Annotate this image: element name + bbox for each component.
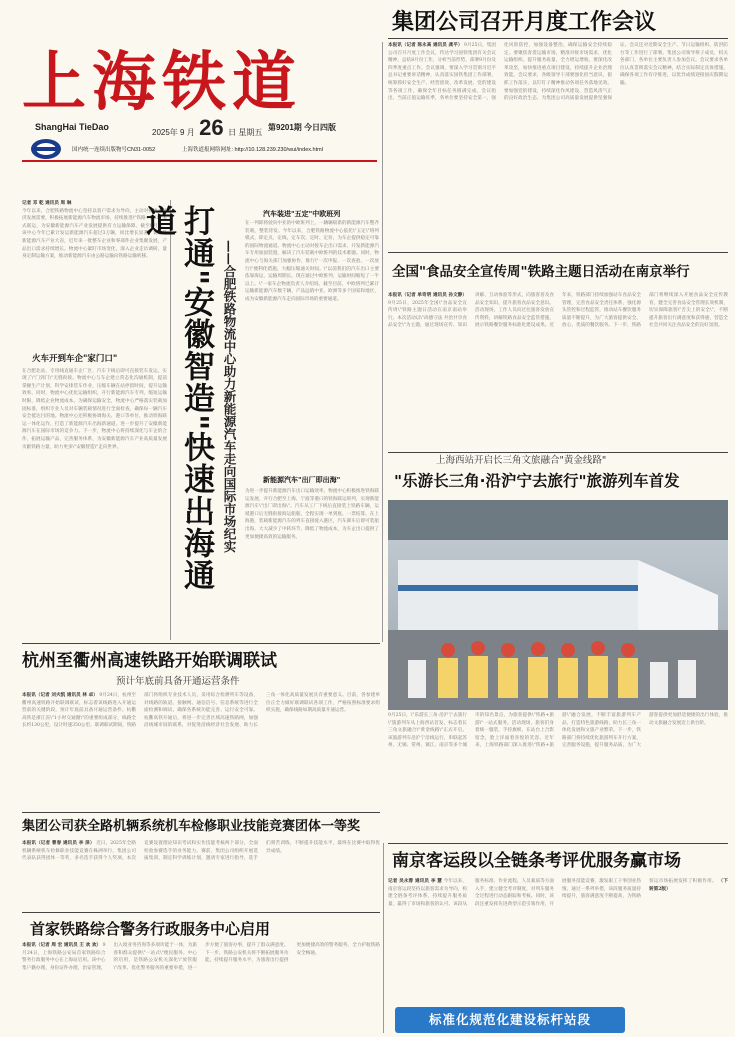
issue-date <box>152 115 262 141</box>
nanjing-banner <box>395 1007 625 1033</box>
nanjing-body: 记者 吴永蓉 通讯员 李 慧 今年以来，南京客运段坚持以旅客需求为导向，构建全链条考评体系，持续提升服务质量，赢得了市场和旅客的认可。该段从服务标准、作业流程、人员素质等方面入手，建立健全考评制度，对列车服务全过程进行动态跟踪和考核。同时，该段注重发挥先进典型示范引领作用，开展服务技能竞赛，激发职工干事创业热情。通过一系列举措，该段服务质量持续提升，旅客满意度不断提高，为铁路客运市场拓展发挥了积极作用。 （下转第2版） <box>388 879 728 907</box>
hangqu-byline: 本报讯（记者 刘夫凯 通讯员 林 卓） <box>22 693 98 698</box>
date-prefix: 2025年 9 月 <box>152 128 195 137</box>
masthead-title: 上海铁道 <box>22 45 302 120</box>
left-column-body-2: 在合肥北站，专用线直通车企厂区，汽车下线后即可直接装车发运，实现了\"门到门\"无缝衔接。物流中心与车企建立常态化沟通机制，提前掌握生产计划，科学安排装车作业，压缩车辆在站停留时间，提升运输效率。同时，物流中心优化运输组织，开行新能源汽车专列，缩短运输时限，降低企业物流成本。为确保运输安全，物流中心严格落实装载加固标准，组织专业人员对车辆装载情况进行全面检查，确保每一辆汽车安全抵达目的地。物流中心还积极协调海关、港口等单位，推动铁海联运一体化运作，打造了新能源汽车出海新通道，进一步提升了安徽新能源汽车在国际市场的竞争力。下一步，物流中心将持续深化与车企的合作，拓展运输产品，完善服务体系，为安徽新能源汽车产业高质量发展贡献铁路力量，助力更多\"安徽智造\"走向世界。 <box>22 368 167 450</box>
tour-rule <box>388 452 728 453</box>
nanjing-continued: （下转第2版） <box>649 879 728 892</box>
security-title: 首家铁路综合警务行政服务中心启用 <box>30 920 271 938</box>
column-divider <box>383 843 384 1033</box>
loco-rule <box>22 812 380 813</box>
left-column-body-1: 今年以来，合肥铁路物流中心坚持以客户需求为导向，主动对接地方经济发展需要，积极拓展新能源汽车物流市场，持续推进\"铁路+港口\"多式联运，为安徽新能源汽车产业发展提供有力运输保障。截至8月底，该中心今年已累计发运新能源汽车超过3万辆，同比增长显著。安徽是新能源汽车产业大省，近年来一批整车企业和零部件企业集聚发展，产品出口需求持续增长。物流中心紧盯市场变化，深入企业走访调研，量身定制运输方案，推动新能源汽车由公路运输向铁路运输转移。 <box>22 208 167 260</box>
railway-logo-icon <box>30 138 62 160</box>
security-body: 本报讯（记者 周 宏 通讯员 王 欢 欢） 9月24日，上海铁路公安局首家铁路综合警务行政服务中心在上海站启用。该中心集户籍办理、身份证件办理、治安管理、出入境业务咨询等多项功能于一体，为旅客和群众提供\"一站式\"便民服务。中心的启用，是铁路公安机关深化\"放管服\"改革、优化警务服务的重要举措，进一步方便了旅客办事，提升了群众满意度。下一步，铁路公安机关将不断拓展服务功能，持续提升服务水平，为旅客出行提供更加便捷高效的警务服务，全力护航铁路安全畅通。 <box>22 943 380 971</box>
date-suffix: 日 星期五 <box>228 128 263 137</box>
hangqu-rule <box>22 643 380 644</box>
masthead-rule <box>22 160 377 162</box>
feature-body <box>245 208 379 638</box>
loco-byline: 本报讯（记者 曹春 通讯员 李 泽） <box>22 841 95 846</box>
tour-photo <box>388 500 728 710</box>
hangqu-subtitle: 预计年底前具备开通运营条件 <box>116 676 240 687</box>
top-story-title: 集团公司召开月度工作会议 <box>392 10 657 35</box>
nanjing-title: 南京客运段以全链条考评优服务赢市场 <box>392 851 681 871</box>
food-body: 本报讯（记者 单奇明 通讯员 孙文静） 9月25日，2025年全国\"食品安全宣传周\"铁路主题日活动在南京南站举行。本次活动以\"尚德守法 共治共享食品安全\"为主题，通过现场宣传、知识讲解、互动体验等形式，向旅客普及食品安全知识，提升旅客食品安全意识。活动现场，工作人员向过往旅客发放宣传资料，讲解铁路食品安全监管措施，展示铁路餐饮服务标准化建设成果。近年来，铁路部门持续加强站车食品安全管理，完善食品安全责任体系，强化源头管控和过程监管，推动站车餐饮服务质量不断提升，为广大旅客提供安全、放心、优质的餐饮服务。下一步，铁路部门将继续深入开展食品安全宣传教育，健全完善食品安全管理长效机制，切实保障旅客\"舌尖上的安全\"，不断提升旅客出行满意度和获得感，营造全社会共同关注食品安全的良好氛围。 <box>388 293 728 329</box>
top-story-rule <box>388 38 728 39</box>
nanjing-banner-label: 标准化规范化建设标杆站段 <box>428 1012 591 1027</box>
column-divider <box>382 42 383 642</box>
column-divider <box>170 200 171 640</box>
hangqu-body: 本报讯（记者 刘夫凯 通讯员 林 卓） 9月24日，杭州至衢州高速铁路开始联调联试，标志着该线路进入开通运营前的关键阶段，预计年底前具备开通运营条件。杭衢高铁是浙江省\"1小时交通圈\"的重要组成部分，线路全长约130公里，设计时速350公里。联调联试期间，铁路部门将组织专业技术人员，采用综合检测列车等设备，对线路的轨道、接触网、通信信号、信息系统等进行全面检测和调试，确保各系统功能完善、运行安全可靠。杭衢高铁开通后，将进一步完善区域高速铁路网，加强沿线城市间的联系，对促进沿线经济社会发展、助力长三角一体化高质量发展具有重要意义。目前，各参建单位正全力做好联调联试各项工作，严格按照标准要求组织实施，确保线路如期高质量开通运营。 <box>22 693 380 729</box>
food-title: 全国"食品安全宣传周"铁路主题日活动在南京举行 <box>392 264 690 280</box>
masthead <box>0 0 380 178</box>
food-rule <box>388 252 728 253</box>
feature-subhead-1: 汽车装进"五定"中欧班列 <box>263 210 341 218</box>
nanjing-byline: 记者 吴永蓉 通讯员 李 慧 <box>388 879 442 884</box>
publication-code: 国内统一连续出版物号CN31-0052 <box>72 147 156 153</box>
left-column-byline: 记者 邓 乾 通讯员 周 琳 <box>22 201 72 206</box>
tour-kicker: 上海西站开启长三角文旅融合"黄金线路" <box>436 455 607 466</box>
feature-subhead-2: 新能源汽车"出厂即出海" <box>263 476 341 484</box>
feature-side-title: ——合肥铁路物流中心助力新能源汽车走向国际市场纪实 <box>222 240 237 553</box>
feature-body-1: 在一列即将驶向中亚的中欧班列上，一辆辆崭新的新能源汽车整齐装载，整装待发。今年以来，合肥铁路物流中心依托\"五定\"班列模式，即定点、定线、定车次、定时、定价，为车企提供稳定可靠的国际物流通道。物流中心主动对接车企出口需求，开发新能源汽车专用加固装置，解决了汽车装载中欧班列的技术难题。同时，物流中心与海关部门加强协作，推行\"一次申报、一次查验、一次放行\"便利化措施，大幅压缩通关时间。\"以前我们的汽车出口主要依靠海运，运输周期长。现在通过中欧班列，运输时间缩短了一半以上。\"一家车企物流负责人介绍说。截至目前，中欧班列已累计运输新能源汽车数千辆，产品远销中亚、欧洲等多个国家和地区，成为安徽新能源汽车走向国际市场的重要通道。 <box>245 221 379 302</box>
tour-body: 9月25日，\"乐游长三角·沿沪宁去旅行\"旅游列车从上海西站首发，标志着长三角文旅融合\"黄金线路\"正式开启。该旅游列车沿沪宁沿线运行，串联起苏州、无锡、常州、镇江、南京等多个城市的知名景点，为旅客提供\"铁路+旅游\"一站式服务。活动现场，旅客们身着统一服装，手持旗帜，在站台上合影留念，脸上洋溢着喜悦的笑容。近年来，上海铁路部门深入推进\"铁路+旅游\"融合发展，不断丰富旅游列车产品，打造特色旅游线路，助力长三角一体化发展和文旅产业繁荣。下一步，铁路部门将持续优化旅游列车开行方案，完善服务设施，提升服务品质，为广大游客提供更加舒适便捷的出行体验，推动文旅融合发展迈上新台阶。 <box>388 713 728 749</box>
feature-body-2: 为进一步提升新能源汽车出口运输效率，物流中心积极推进铁海联运发展，开行合肥至上海、宁波等港口的铁海联运班列，实现新能源汽车\"出厂即出海\"。汽车从工厂下线后直接装上铁路车辆，运抵港口后无缝衔接海运船舶，全程实现一单到底、一票结算。在上海港，装载新能源汽车的列车直接驶入港区，汽车卸车后即可装船出海，大大减少了中转环节，降低了物流成本，为车企出口提供了更加便捷高效的运输服务。 <box>245 489 379 540</box>
top-story-byline: 本报讯（记者 陈永高 通讯员 龚平） <box>388 43 463 48</box>
website-address: 上海铁道报网络网址: http://10.128.239.230/wui/index.html <box>182 147 323 153</box>
food-byline: 本报讯（记者 单奇明 通讯员 孙文静） <box>388 293 467 298</box>
masthead-pinyin: ShangHai TieDao <box>35 122 109 132</box>
top-story-body: 本报讯（记者 陈永高 通讯员 龚平） 9月25日，集团公司召开月度工作会议，传达学习国铁集团有关会议精神，总结8月份工作，分析当前形势，部署9月份及四季度重点工作。会议强调，要深入学习贯彻习近平总书记重要讲话精神，认真落实国铁集团工作部署，统筹抓好安全生产、经营创效、改革发展、党的建设等各项工作，确保全年目标任务圆满完成。会议指出，当前正值运输旺季，各单位要坚持安全第一，强化风险防控，加强设备整治，确保运输安全持续稳定。要聚焦客货运输市场，精准对接市场需求，优化运输组织，提升服务质量，全力增运增收。要深化改革攻坚，加快推进重点项目建设，持续提升企业治理效能。会议要求，各级领导干部要强化担当意识，狠抓工作落实，以钉钉子精神推动各项任务落地见效。要加强党的建设，持续深化作风建设，营造风清气正的良好政治生态，为集团公司高质量发展提供坚强保证。会议还对近期安全生产、节日运输组织、防洪防台等工作进行了部署。集团公司领导班子成员，机关各部门、各单位主要负责人参加会议。会议要求各单位认真贯彻落实会议精神，结合实际制定具体措施，确保各项工作有序推进，以优异成绩迎接国庆假期运输。 <box>388 43 728 102</box>
security-rule <box>22 912 380 913</box>
tour-title: "乐游长三角·沿沪宁去旅行"旅游列车首发 <box>394 472 680 490</box>
issue-number: 第9201期 今日四版 <box>268 123 337 132</box>
date-day: 26 <box>199 115 224 140</box>
loco-title: 集团公司获全路机辆系统机车检修职业技能竞赛团体一等奖 <box>22 819 361 834</box>
loco-body: 本报讯（记者 曹春 通讯员 李 泽） 近日，2025年全路机辆系统机车检修职业技能竞赛在株洲举行，集团公司代表队获得团体一等奖，多名选手获得个人奖项。本次竞赛设置理论知识考试和实作技能考核两个部分，全面检验参赛选手的业务能力。赛前，集团公司组织开展选拔集训，制定科学训练计划，邀请专家进行指导，选手们刻苦训练，不断提升技能水平，最终在比赛中取得优异成绩。 <box>22 841 380 862</box>
nanjing-rule <box>388 843 728 844</box>
left-column-subhead: 火车开到车企"家门口" <box>32 353 118 364</box>
hangqu-title: 杭州至衢州高速铁路开始联调联试 <box>22 651 277 671</box>
left-column <box>22 200 167 640</box>
security-byline: 本报讯（记者 周 宏 通讯员 王 欢 欢） <box>22 943 102 948</box>
feature-main-title: 打通"安徽智造"快速出海通道 <box>140 205 214 592</box>
